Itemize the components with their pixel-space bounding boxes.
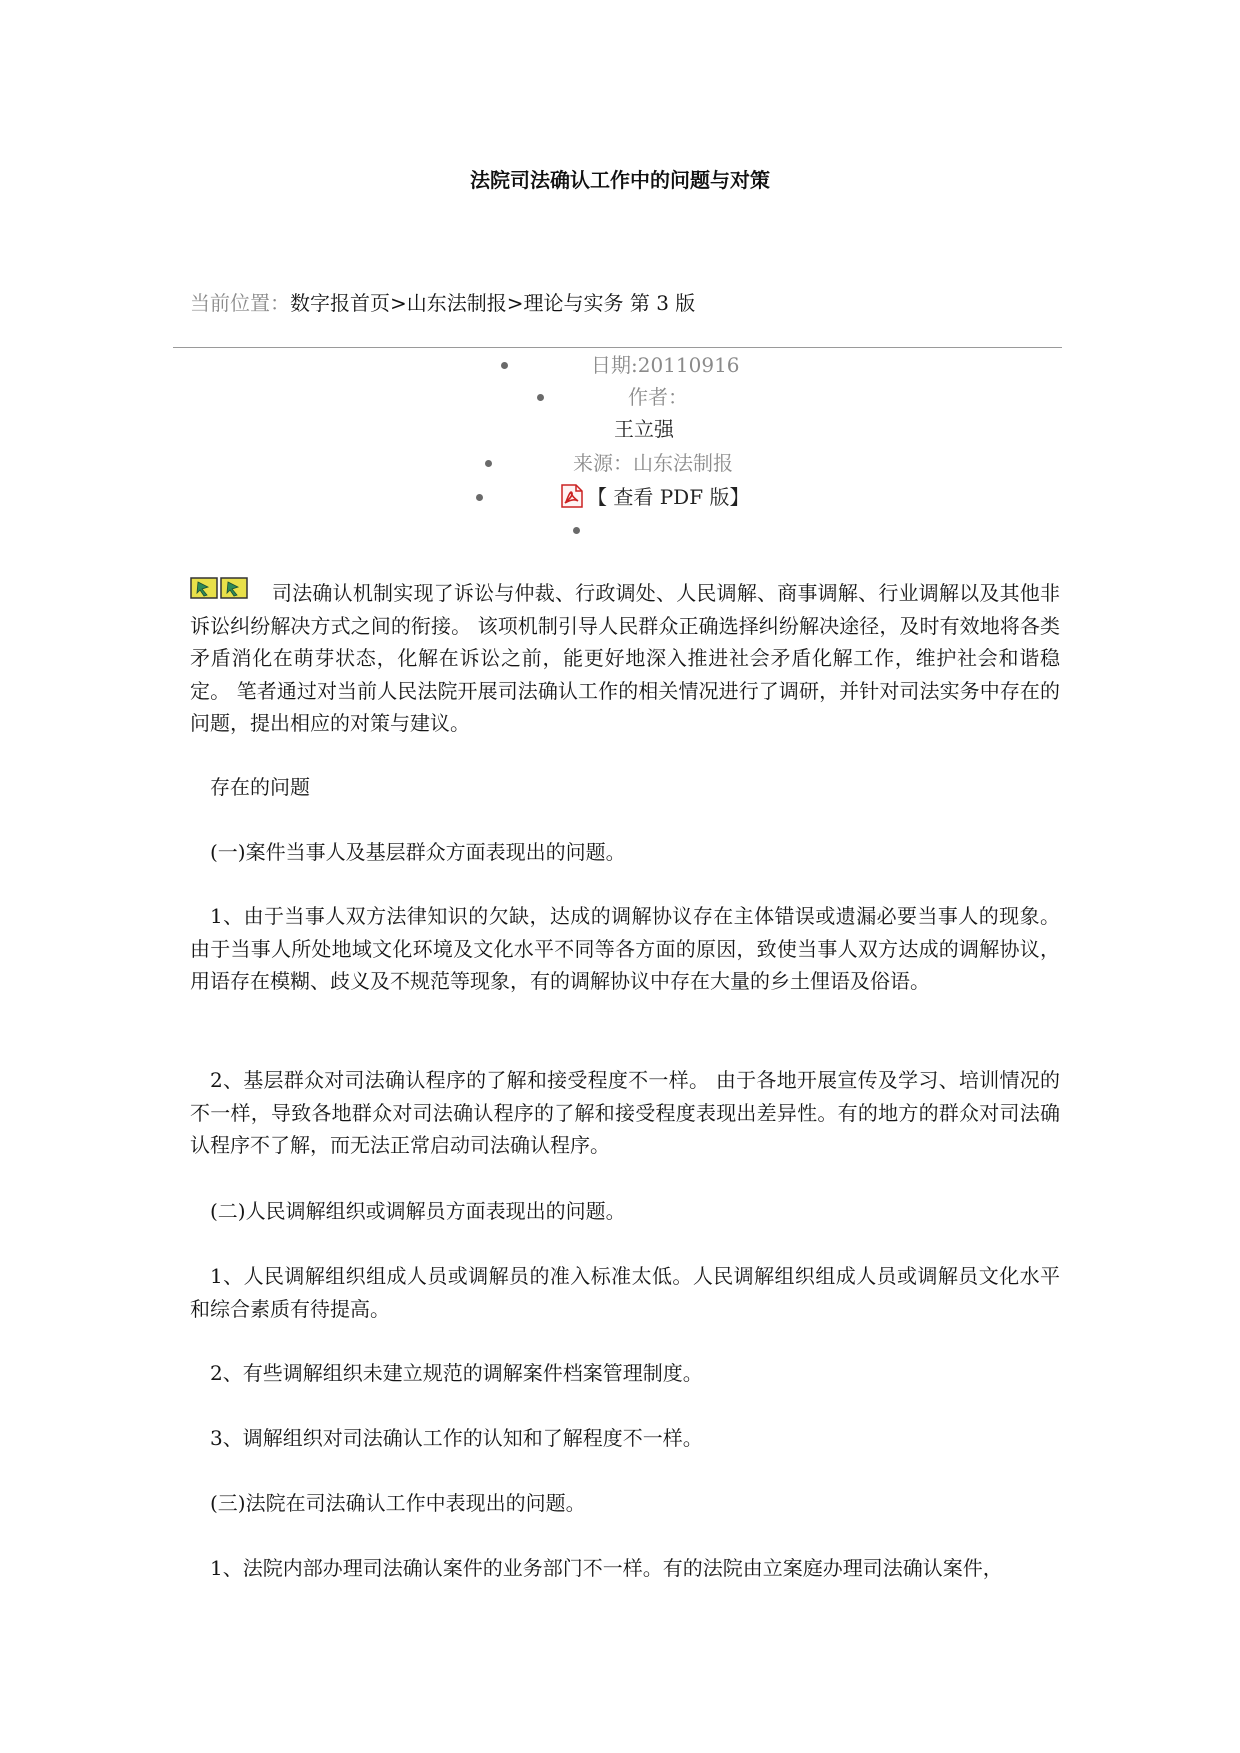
paragraph-1-2: 2、基层群众对司法确认程序的了解和接受程度不一样。 由于各地开展宣传及学习、培训情况的不一样，导致各地群众对司法确认程序的了解和接受程度表现出差异性。有的地方的群众对司法确认程序不了解，而无法正常启动司法确认程序。: [190, 1068, 1060, 1158]
intro-paragraph: 司法确认机制实现了诉讼与仲裁、行政调处、人民调解、商事调解、行业调解以及其他非诉讼纠纷解决方式之间的衔接。 该项机制引导人民群众正确选择纠纷解决途径，及时有效地将各类矛盾消化在萌芽状态，化解在诉讼之前，能更好地深入推进社会矛盾化解工作，维护社会和谐稳定。 笔者通过对当前人民法院开展司法确认工作的相关情况进行了调研，并针对司法实务中存在的问题，提出相应的对策与建议。: [190, 581, 1060, 736]
paragraph-2-3: 3、调解组织对司法确认工作的认知和了解程度不一样。: [210, 1426, 703, 1450]
sub-heading-2: (二)人民调解组织或调解员方面表现出的问题。: [210, 1199, 626, 1223]
pdf-link[interactable]: [561, 483, 749, 511]
meta-author-label: 作者：: [628, 385, 688, 409]
section-heading: 存在的问题: [210, 775, 310, 799]
pdf-icon[interactable]: [561, 484, 583, 508]
paragraph-2-2: 2、有些调解组织未建立规范的调解案件档案管理制度。: [210, 1361, 703, 1385]
list-bullet: [501, 362, 508, 369]
header-divider: [173, 347, 1062, 348]
paragraph-1-1: 1、由于当事人双方法律知识的欠缺，达成的调解协议存在主体错误或遗漏必要当事人的现象。由于当事人所处地域文化环境及文化水平不同等各方面的原因，致使当事人双方达成的调解协议，用语存在模糊、歧义及不规范等现象，有的调解协议中存在大量的乡土俚语及俗语。: [190, 904, 1060, 994]
list-bullet: [573, 527, 580, 534]
meta-date: 日期:20110916: [591, 353, 740, 377]
breadcrumb: [190, 289, 695, 317]
breadcrumb-path[interactable]: 数字报首页>山东法制报>理论与实务 第 3 版: [290, 291, 696, 315]
paragraph-3-1: 1、法院内部办理司法确认案件的业务部门不一样。有的法院由立案庭办理司法确认案件，: [210, 1556, 1003, 1580]
sub-heading-3: (三)法院在司法确认工作中表现出的问题。: [210, 1491, 586, 1515]
paragraph-2-1: 1、人民调解组织组成人员或调解员的准入标准太低。人民调解组织组成人员或调解员文化水平和综合素质有待提高。: [190, 1264, 1060, 1321]
meta-author-name: 王立强: [614, 417, 674, 441]
meta-source: 来源：山东法制报: [573, 451, 733, 475]
list-bullet: [476, 494, 483, 501]
breadcrumb-label: 当前位置：: [190, 291, 290, 315]
sub-heading-1: (一)案件当事人及基层群众方面表现出的问题。: [210, 840, 626, 864]
list-bullet: [537, 394, 544, 401]
list-bullet: [485, 460, 492, 467]
pdf-link-label[interactable]: 【 查看 PDF 版】: [587, 485, 750, 509]
document-title: 法院司法确认工作中的问题与对策: [470, 168, 770, 192]
